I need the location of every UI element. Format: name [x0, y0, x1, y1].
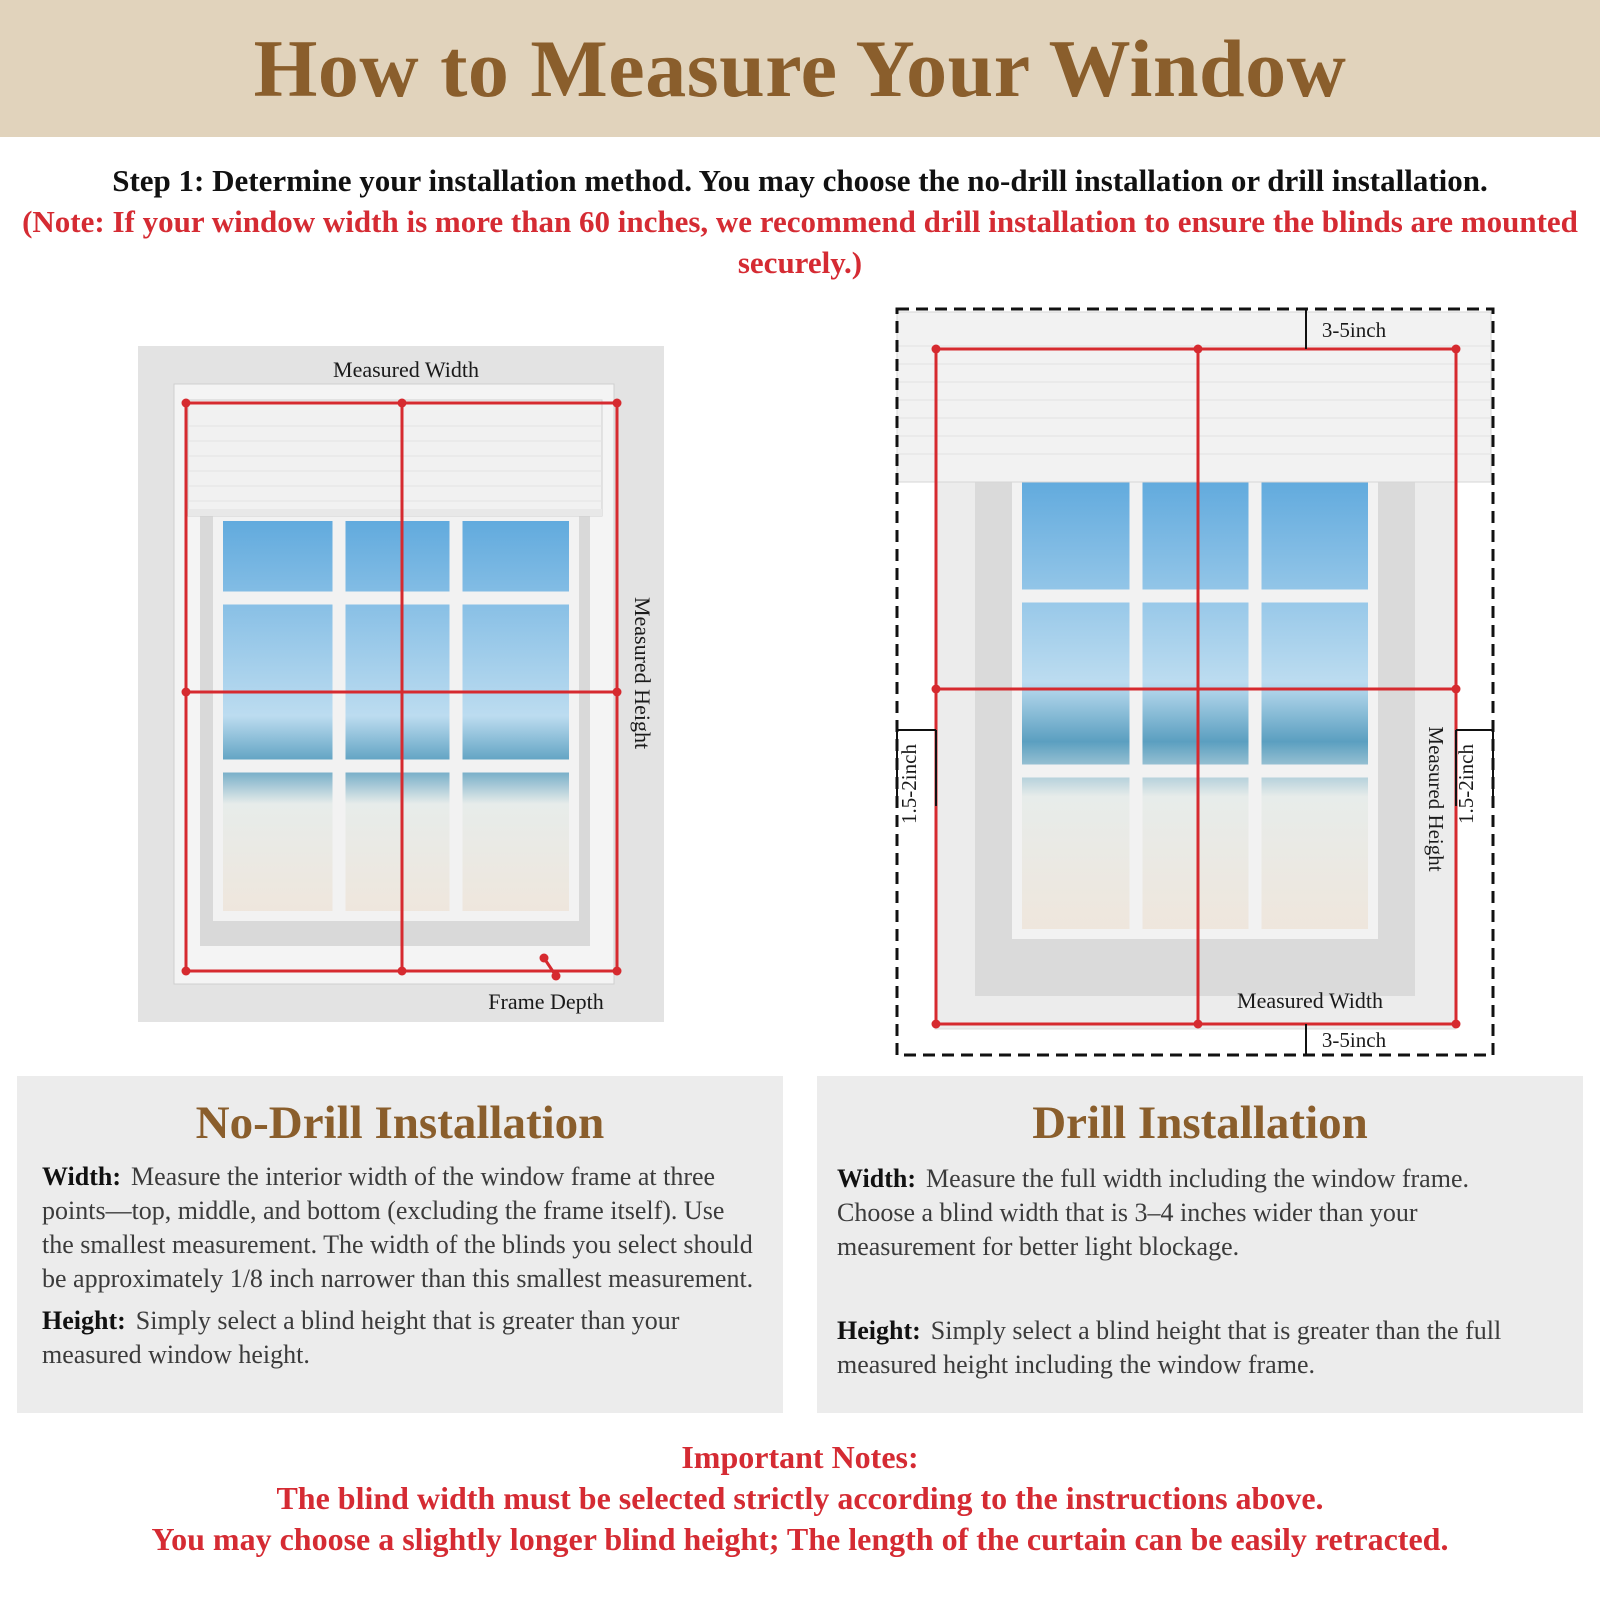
step-1-text: Step 1: Determine your installation method. You may choose the no-drill installation or drill installation. [112, 163, 1488, 198]
bottom-offset-label: 3-5inch [1321, 1028, 1387, 1052]
drill-width-text: Measure the full width including the window frame. Choose a blind width that is 3–4 inches wider than your measurement for better light blockage. [837, 1164, 1469, 1261]
no-drill-panel [17, 1076, 783, 1413]
right-measured-width-label: Measured Width [1237, 988, 1383, 1013]
important-notes [0, 1437, 1600, 1560]
drill-diagram [895, 306, 1503, 1058]
frame-depth-label: Frame Depth [488, 989, 604, 1014]
drill-width-label: Width: [837, 1164, 916, 1193]
right-side-offset-label: 1.5-2inch [1454, 744, 1478, 824]
important-note-width: The blind width must be selected strictly according to the instructions above. [276, 1480, 1324, 1516]
no-drill-title: No-Drill Installation [195, 1097, 605, 1149]
no-drill-width-label: Width: [42, 1162, 121, 1191]
drill-panel [817, 1076, 1583, 1413]
roller-blind [188, 400, 602, 516]
left-measured-height-label: Measured Height [630, 596, 655, 750]
no-drill-width-text: Measure the interior width of the window frame at three points—top, middle, and bottom (excluding the frame itself). Use the smallest measurement. The width of the blinds you select should be approximately 1/8 inch narrower than this smallest measurement. [42, 1162, 754, 1293]
no-drill-width-paragraph [17, 1154, 783, 1296]
no-drill-height-text: Simply select a blind height that is greater than your measured window height. [42, 1306, 680, 1369]
page-title: How to Measure Your Window [253, 23, 1347, 114]
step-instructions [20, 160, 1580, 283]
important-notes-heading: Important Notes: [681, 1439, 919, 1475]
window-view [218, 516, 574, 916]
drill-height-text: Simply select a blind height that is greater than the full measured height including the window frame. [837, 1316, 1502, 1379]
left-side-offset-label: 1.5-2inch [897, 744, 921, 824]
drill-height-label: Height: [837, 1316, 921, 1345]
drill-width-paragraph [817, 1154, 1583, 1264]
right-roller-blind [897, 312, 1491, 482]
left-measured-width-label: Measured Width [333, 357, 479, 382]
important-note-height: You may choose a slightly longer blind height; The length of the curtain can be easily retracted. [151, 1521, 1449, 1557]
no-drill-diagram [138, 346, 664, 1022]
top-offset-label: 3-5inch [1321, 318, 1387, 342]
no-drill-height-paragraph [17, 1296, 783, 1372]
no-drill-height-label: Height: [42, 1306, 126, 1335]
right-window-view [1017, 476, 1373, 934]
right-measured-height-label: Measured Height [1424, 726, 1448, 872]
drill-title: Drill Installation [1032, 1097, 1368, 1149]
title-banner [0, 0, 1600, 137]
drill-height-paragraph [817, 1264, 1583, 1382]
step-note: (Note: If your window width is more than 60 inches, we recommend drill installation to ensure the blinds are mounted securely.) [22, 204, 1578, 280]
